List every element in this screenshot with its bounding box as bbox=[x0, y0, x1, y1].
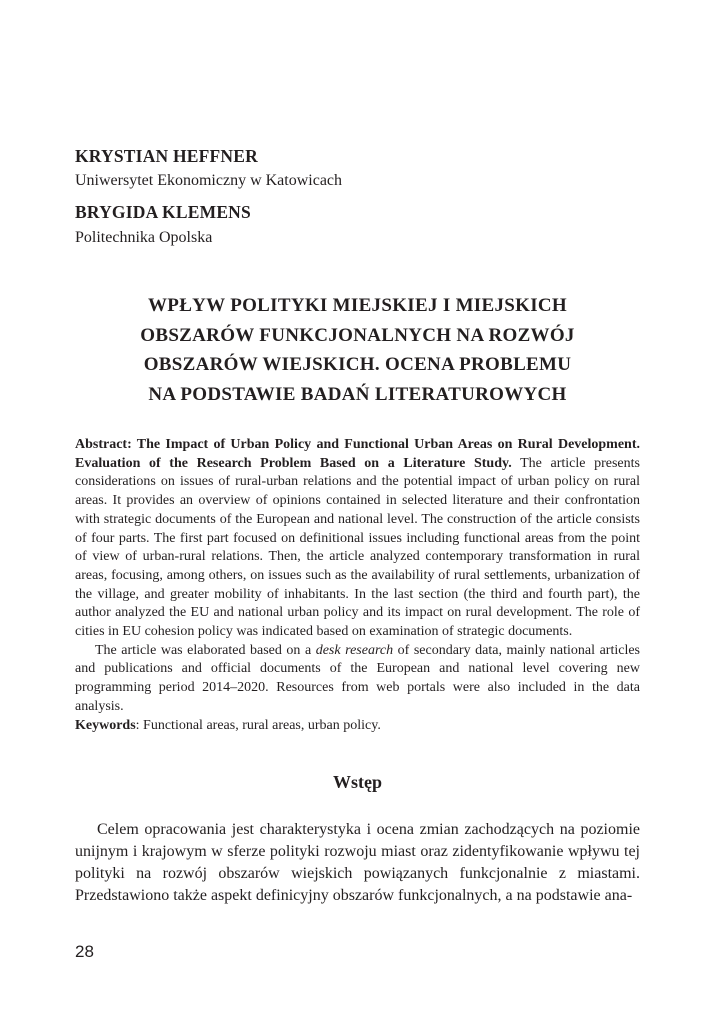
section-body-text: Celem opracowania jest charakterystyka i ocena zmian zachodzących na poziomie unijnym i krajowym w sferze polityki rozwoju miast oraz zidentyfikowanie wpływu tej polityki na rozwój obszarów wiejskich powiązanych funkcjonalnie z miastami. Przedstawiono także aspekt definicyjny obszarów funkcjonalnych, a na podstawie ana- bbox=[75, 821, 640, 904]
author-name-1: KRYSTIAN HEFFNER bbox=[75, 146, 258, 166]
article-title-line-2: OBSZARÓW FUNKCJONALNYCH NA ROZWÓJ bbox=[140, 324, 575, 346]
article-title-line-1: WPŁYW POLITYKI MIEJSKIEJ I MIEJSKICH bbox=[147, 295, 568, 316]
keywords bbox=[75, 717, 640, 736]
article-title-line-4: NA PODSTAWIE BADAŃ LITERATUROWYCH bbox=[148, 383, 567, 405]
abstract-paragraph-2 bbox=[75, 642, 640, 717]
abstract-text-2a: The article was elaborated based on a bbox=[95, 642, 316, 658]
keywords-label: Keywords bbox=[75, 717, 136, 733]
keywords-text: : Functional areas, rural areas, urban policy. bbox=[135, 717, 381, 733]
page-number: 28 bbox=[75, 942, 94, 961]
abstract-text-1: The article presents considerations on issues of rural-urban relations and the potential impact of urban policy on rural areas. It provides an overview of opinions contained in selected literature and their confrontation with strategic documents of the European and national level. The construction of the article consists of four parts. The first part focused on definitional issues including functional areas from the point of view of urban-rural relations. Then, the article analyzed contemporary transformation in rural areas, focusing, among others, on issues such as the availability of rural settlements, urbanization of the village, and greater mobility of inhabitants. In the last section (the third and fourth part), the author analyzed the EU and national urban policy and its impact on rural development. The role of cities in EU cohesion policy was indicated based on examination of strategic documents. bbox=[75, 455, 640, 640]
author-affiliation-1: Uniwersytet Ekonomiczny w Katowicach bbox=[75, 172, 343, 189]
article-title bbox=[75, 291, 640, 409]
abstract bbox=[75, 436, 640, 735]
abstract-text-2b: of secondary data, mainly national articles and publications and official documents of the European and national level covering new programming period 2014–2020. Resources from web portals were also included in the data analysis. bbox=[75, 642, 640, 714]
author-name-2: BRYGIDA KLEMENS bbox=[75, 202, 251, 222]
section-heading: Wstęp bbox=[333, 772, 382, 792]
abstract-emphasis: desk research bbox=[315, 642, 394, 658]
abstract-heading: Abstract: The Impact of Urban Policy and Functional Urban Areas on Rural Development. Evaluation of the Research Problem Based on a Literature Study. bbox=[75, 437, 640, 471]
abstract-paragraph-1 bbox=[75, 436, 640, 642]
article-title-line-3: OBSZARÓW WIEJSKICH. OCENA PROBLEMU bbox=[143, 354, 572, 375]
author-affiliation-2: Politechnika Opolska bbox=[75, 229, 213, 246]
